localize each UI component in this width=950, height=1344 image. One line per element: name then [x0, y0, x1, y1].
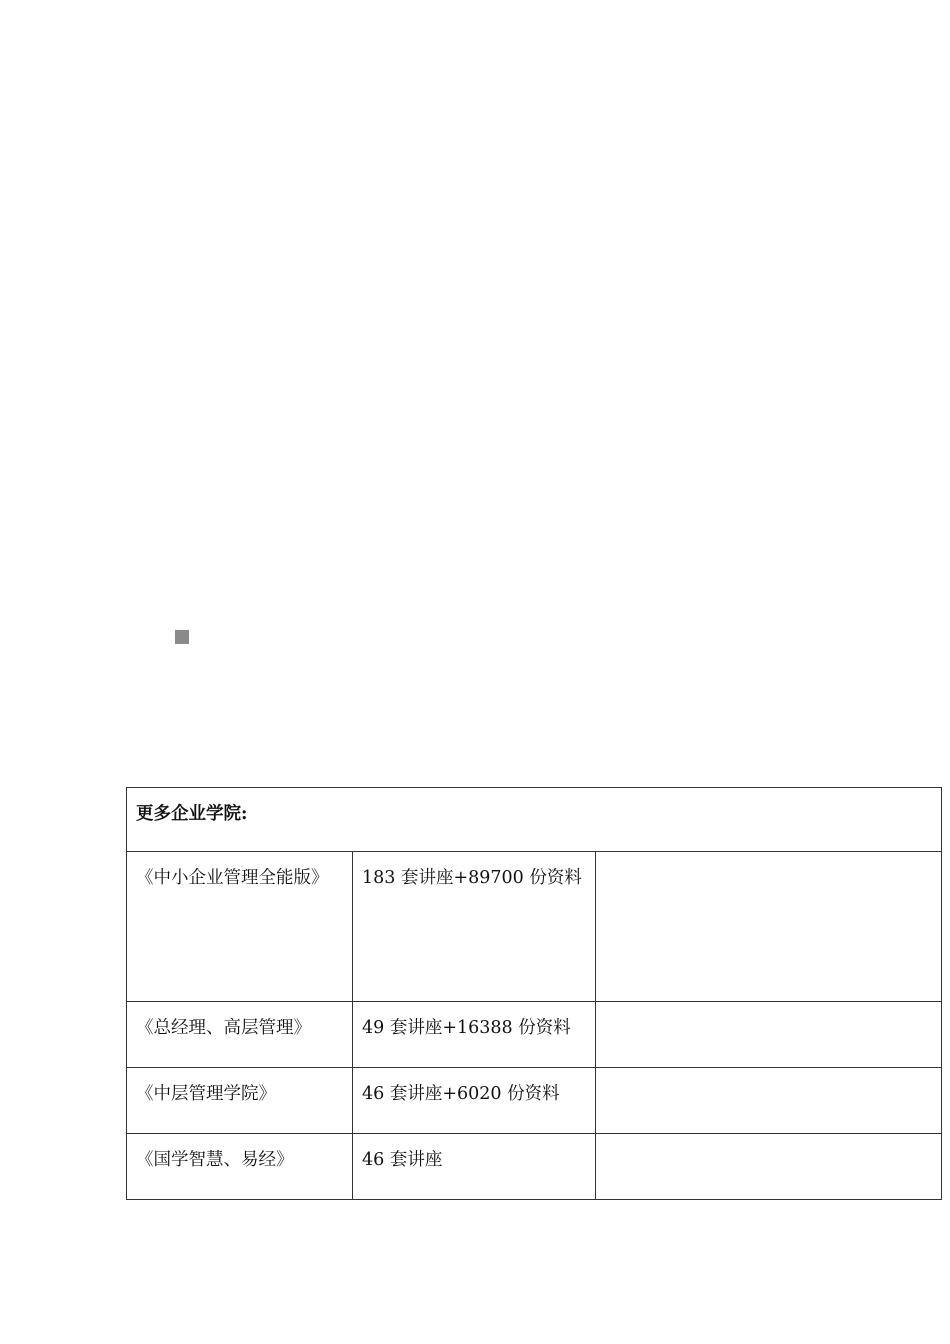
course-name-cell: [127, 1134, 353, 1200]
more-academies-table: [126, 787, 942, 1200]
course-name: 《总经理、高层管理》: [136, 1018, 311, 1038]
course-content-cell: [353, 1134, 596, 1200]
course-name-cell: [127, 852, 353, 1002]
course-content: 49 套讲座+16388 份资料: [362, 1018, 571, 1038]
course-note-cell: [596, 852, 942, 1002]
course-note-cell: [596, 1134, 942, 1200]
course-content: 183 套讲座+89700 份资料: [362, 868, 582, 888]
course-name: 《中层管理学院》: [136, 1084, 276, 1104]
course-content-cell: [353, 852, 596, 1002]
course-name: 《国学智慧、易经》: [136, 1150, 294, 1170]
course-content: 46 套讲座+6020 份资料: [362, 1084, 560, 1104]
table-row: [127, 1068, 942, 1134]
table-row: [127, 1134, 942, 1200]
course-content-cell: [353, 1002, 596, 1068]
course-note-cell: [596, 1068, 942, 1134]
course-name-cell: [127, 1002, 353, 1068]
table-row: [127, 1002, 942, 1068]
table-title: 更多企业学院:: [127, 788, 942, 852]
table-row: [127, 852, 942, 1002]
course-content-cell: [353, 1068, 596, 1134]
course-note-cell: [596, 1002, 942, 1068]
course-name-cell: [127, 1068, 353, 1134]
bullet-square: [175, 630, 189, 644]
course-content: 46 套讲座: [362, 1150, 443, 1170]
course-name: 《中小企业管理全能版》: [136, 868, 329, 888]
